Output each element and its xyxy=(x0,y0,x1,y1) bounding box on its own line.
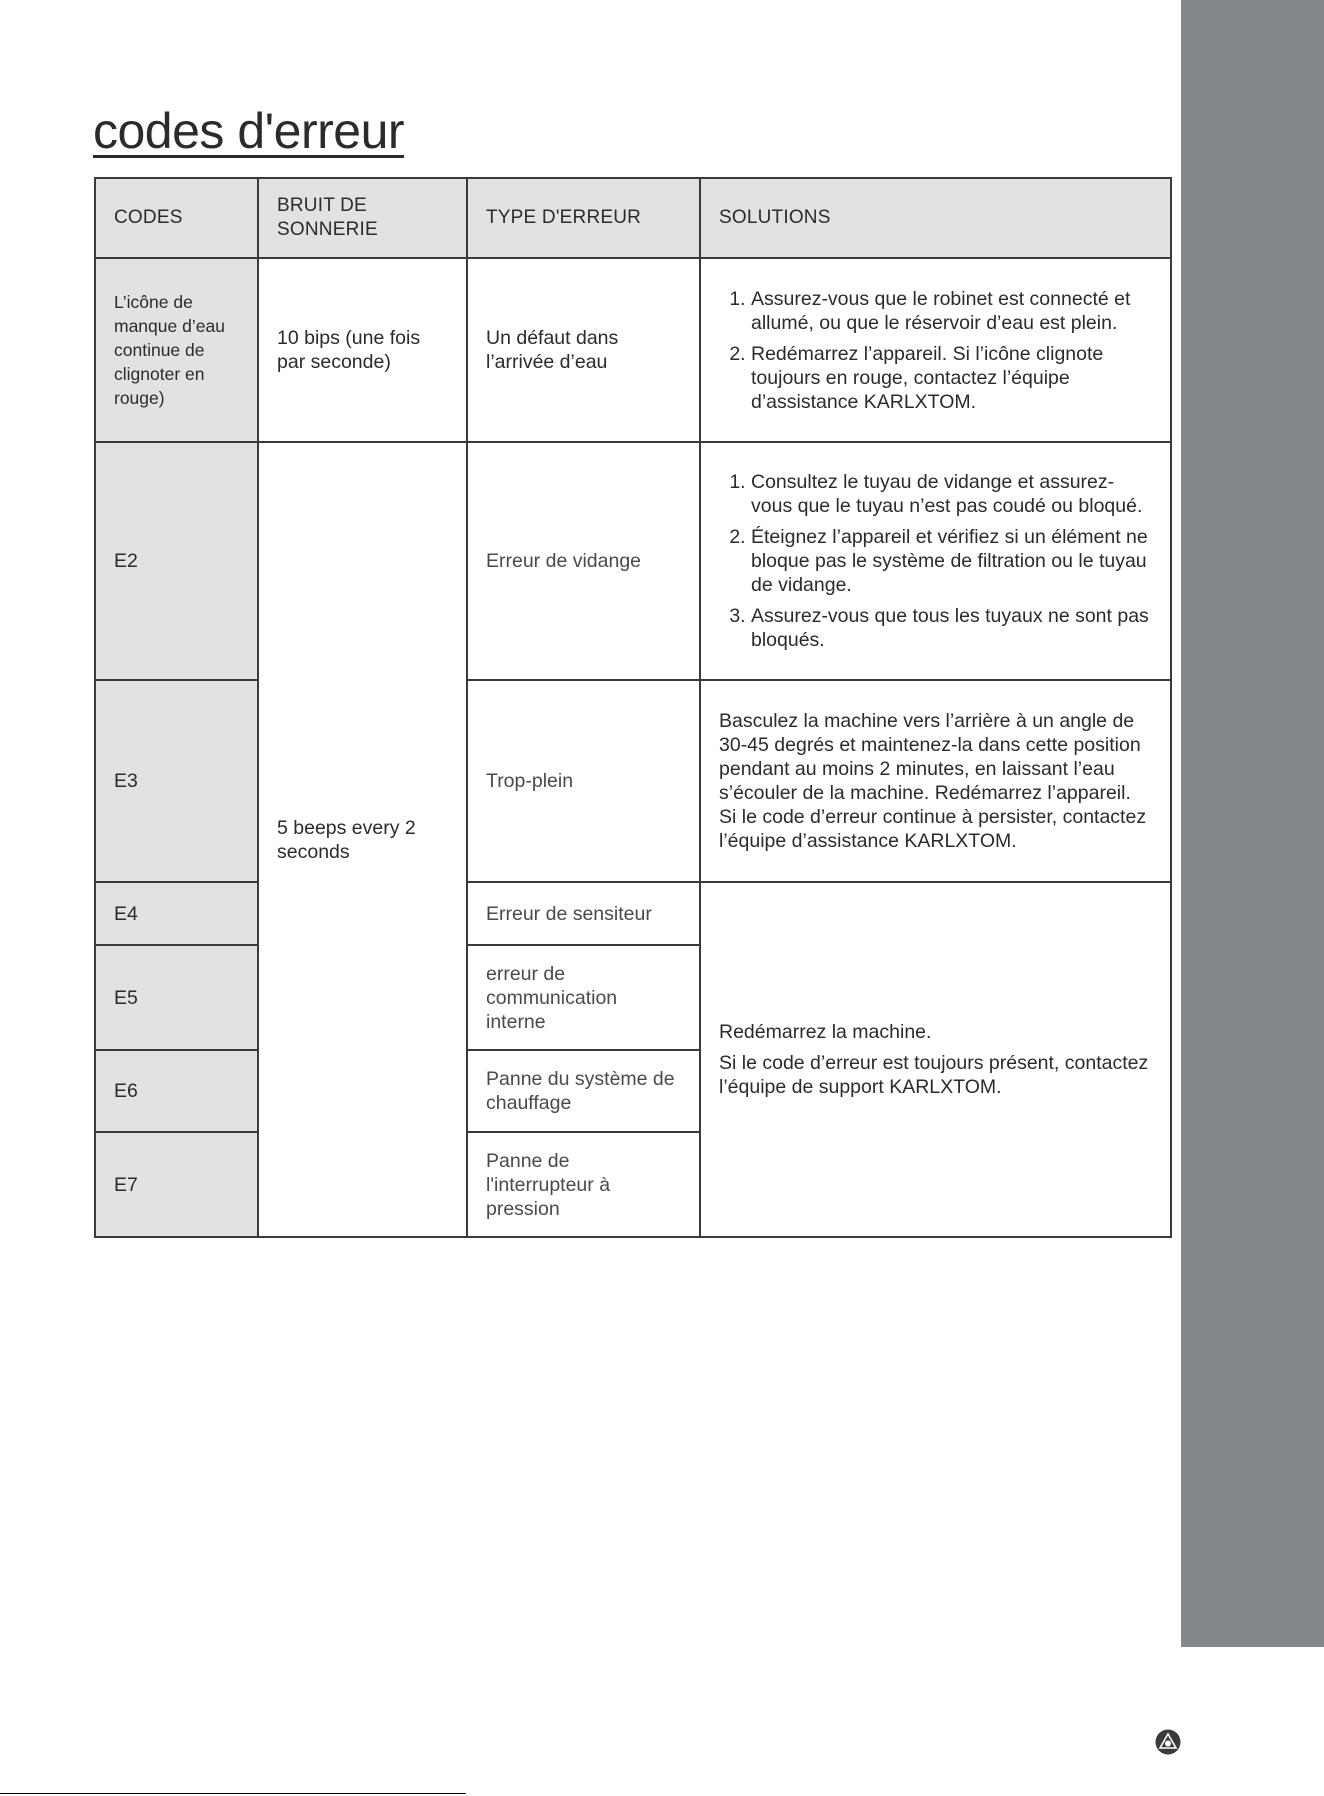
error-codes-table xyxy=(94,177,1172,1238)
code-cell: E3 xyxy=(95,680,258,882)
type-cell: Erreur de vidange xyxy=(467,442,700,680)
solution-text: Si le code d’erreur est toujours présent, contactez l’équipe de support KARLXTOM. xyxy=(719,1052,1149,1098)
solution-step: 2. Éteignez l’appareil et vérifiez si un élément ne bloque pas le système de filtration ou le tuyau de vidange. xyxy=(751,525,1152,597)
type-cell: Un défaut dans l’arrivée d’eau xyxy=(467,258,700,442)
code-cell: E7 xyxy=(95,1132,258,1237)
table-row xyxy=(95,258,1171,442)
shared-solution-cell xyxy=(700,882,1171,1237)
code-cell: E2 xyxy=(95,442,258,680)
type-cell: Panne de l'interrupteur à pression xyxy=(467,1132,700,1237)
table-row xyxy=(95,680,1171,882)
type-cell: erreur de communication interne xyxy=(467,945,700,1050)
code-cell: E6 xyxy=(95,1050,258,1132)
table-header-row xyxy=(95,178,1171,258)
header-codes: CODES xyxy=(95,178,258,258)
page-title: codes d'erreur xyxy=(93,103,405,159)
solution-text: Basculez la machine vers l’arrière à un angle de 30-45 degrés et maintenez-la dans cette position pendant au moins 2 minutes, en laissant l’eau s’écouler de la machine. Redémarrez l’appareil. Si le code d’erreur continue à persister, contactez l’équipe d’assistance KARLXTOM. xyxy=(719,710,1147,852)
sound-cell: 10 bips (une fois par seconde) xyxy=(258,258,467,442)
solution-step: 1. Consultez le tuyau de vidange et assurez-vous que le tuyau n’est pas coudé ou bloqué. xyxy=(751,470,1152,518)
code-cell: E4 xyxy=(95,882,258,945)
type-cell: Panne du système de chauffage xyxy=(467,1050,700,1132)
solution-step: 2. Redémarrez l’appareil. Si l’icône clignote toujours en rouge, contactez l’équipe d’assistance KARLXTOM. xyxy=(751,342,1152,414)
solution-cell xyxy=(700,258,1171,442)
header-sound: BRUIT DE SONNERIE xyxy=(258,178,467,258)
table-row xyxy=(95,882,1171,945)
brand-logo-icon xyxy=(1155,1729,1181,1755)
header-type: TYPE D'ERREUR xyxy=(467,178,700,258)
solution-text: Redémarrez la machine. xyxy=(719,1021,932,1043)
solution-steps xyxy=(719,287,1152,414)
side-band xyxy=(1181,0,1324,1647)
footer-rule xyxy=(0,1793,466,1794)
type-cell: Erreur de sensiteur xyxy=(467,882,700,945)
solution-cell xyxy=(700,680,1171,882)
type-cell: Trop-plein xyxy=(467,680,700,882)
solution-steps xyxy=(719,470,1152,652)
code-cell: E5 xyxy=(95,945,258,1050)
table-row xyxy=(95,442,1171,680)
code-cell: L’icône de manque d’eau continue de clignoter en rouge) xyxy=(95,258,258,442)
shared-sound-cell: 5 beeps every 2 seconds xyxy=(258,442,467,1237)
solution-step: 3. Assurez-vous que tous les tuyaux ne sont pas bloqués. xyxy=(751,604,1152,652)
solution-step: 1. Assurez-vous que le robinet est connecté et allumé, ou que le réservoir d’eau est plein. xyxy=(751,287,1152,335)
header-solutions: SOLUTIONS xyxy=(700,178,1171,258)
solution-cell xyxy=(700,442,1171,680)
